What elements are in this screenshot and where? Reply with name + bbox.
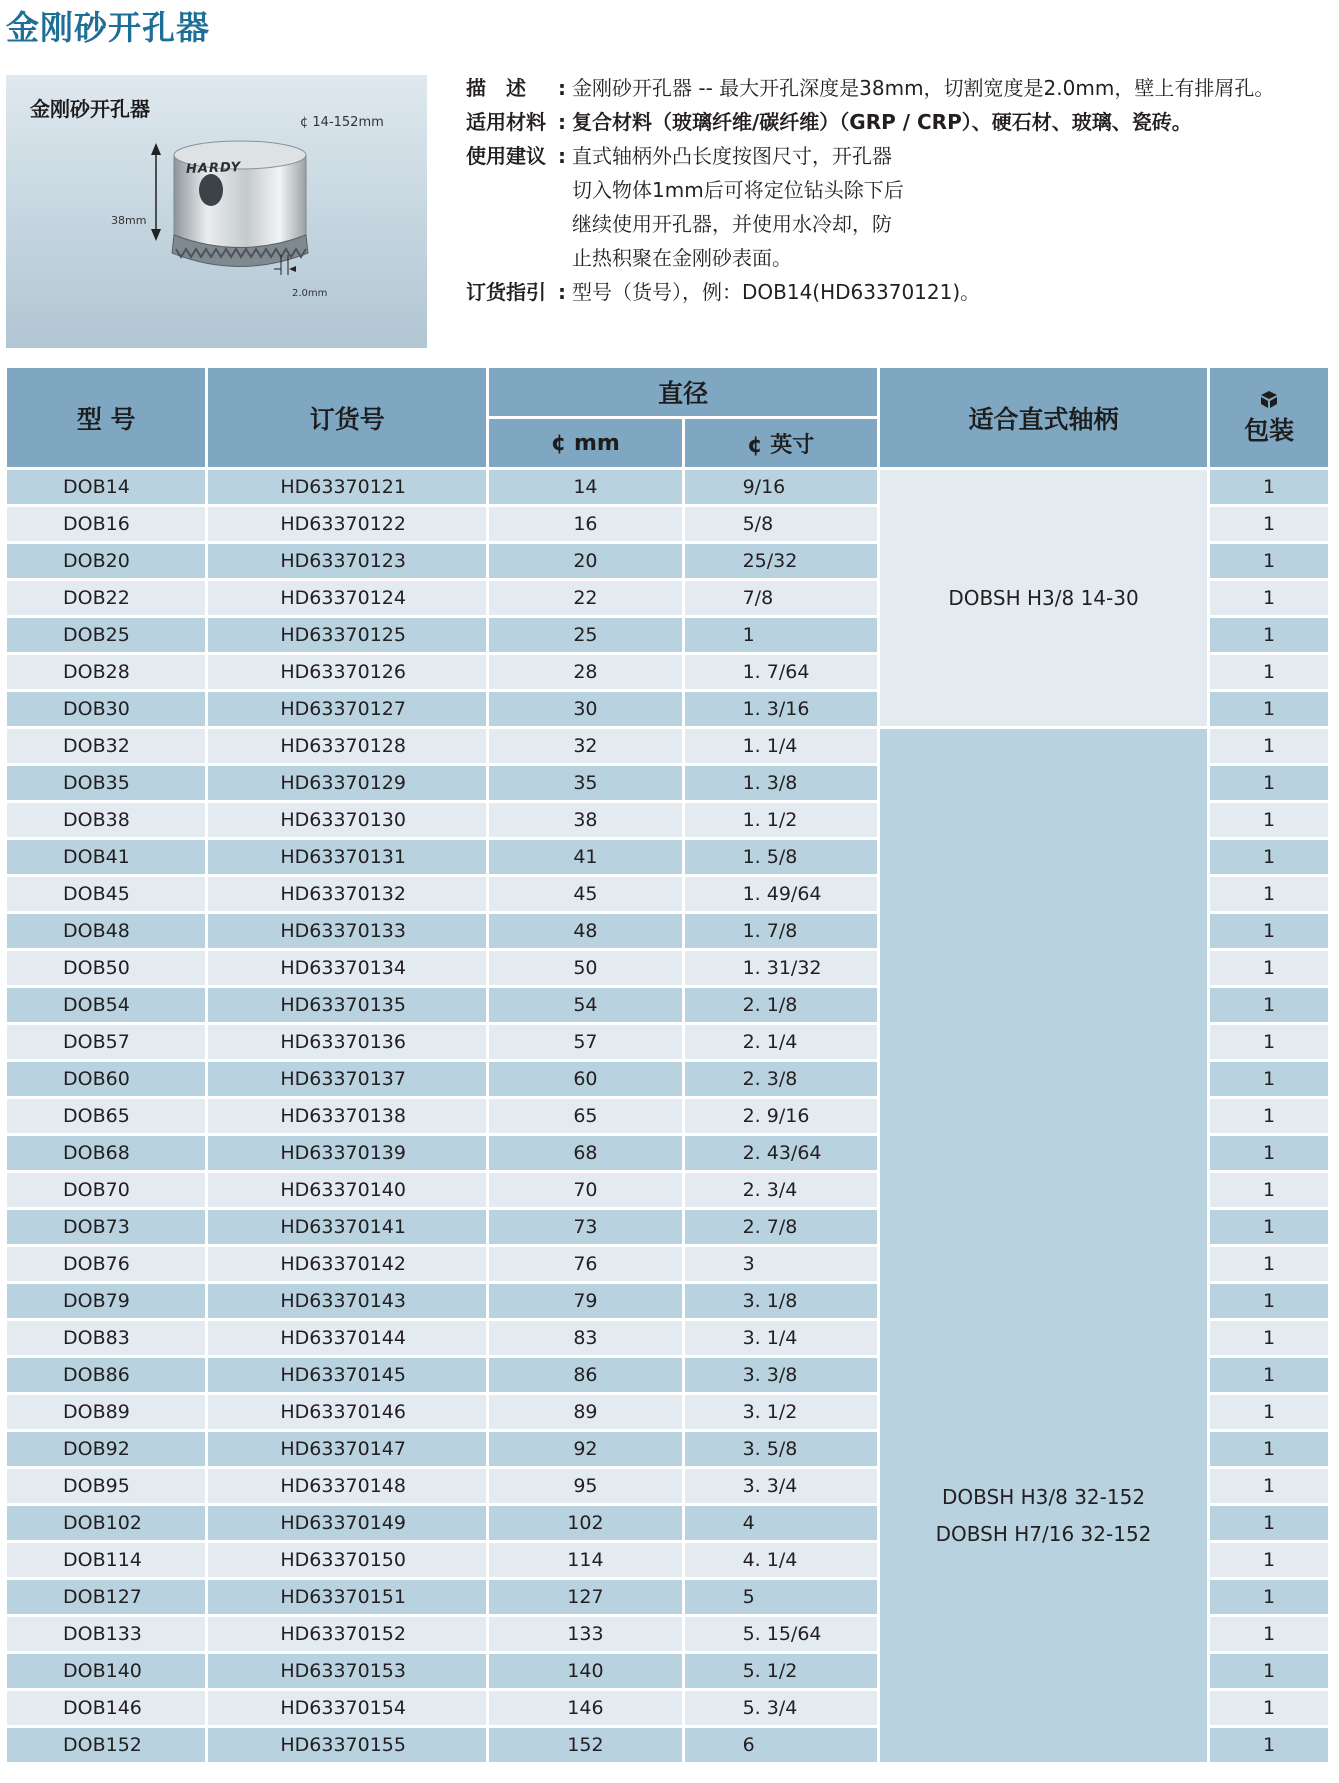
cell-diameter-inch: 2. 1/8: [685, 988, 877, 1022]
cell-order-no: HD63370136: [208, 1025, 486, 1059]
cell-model: DOB152: [7, 1728, 205, 1762]
cell-diameter-mm: 92: [489, 1432, 681, 1466]
cell-diameter-mm: 86: [489, 1358, 681, 1392]
cell-package: 1: [1210, 692, 1328, 726]
cell-diameter-inch: 2. 1/4: [685, 1025, 877, 1059]
cell-package: 1: [1210, 951, 1328, 985]
cell-package: 1: [1210, 729, 1328, 763]
cell-order-no: HD63370145: [208, 1358, 486, 1392]
header-order-no: 订货号: [208, 368, 486, 467]
page-title: 金刚砂开孔器: [6, 8, 210, 47]
cell-order-no: HD63370139: [208, 1136, 486, 1170]
cell-order-no: HD63370143: [208, 1284, 486, 1318]
cell-package: 1: [1210, 1321, 1328, 1355]
cell-diameter-inch: 4: [685, 1506, 877, 1540]
cell-package: 1: [1210, 914, 1328, 948]
cell-model: DOB92: [7, 1432, 205, 1466]
order-guide-label: 订货指引: [466, 280, 546, 304]
cell-diameter-inch: 3. 3/4: [685, 1469, 877, 1503]
usage-line: 直式轴柄外凸长度按图尺寸，开孔器: [572, 144, 892, 168]
cell-diameter-inch: 1. 7/8: [685, 914, 877, 948]
cell-diameter-inch: 2. 9/16: [685, 1099, 877, 1133]
cell-model: DOB133: [7, 1617, 205, 1651]
brand-logo: HARDY: [185, 160, 242, 177]
cell-order-no: HD63370132: [208, 877, 486, 911]
cell-order-no: HD63370138: [208, 1099, 486, 1133]
cell-order-no: HD63370133: [208, 914, 486, 948]
cell-diameter-inch: 1. 3/16: [685, 692, 877, 726]
cell-package: 1: [1210, 1136, 1328, 1170]
cell-package: 1: [1210, 1284, 1328, 1318]
cell-diameter-mm: 41: [489, 840, 681, 874]
cell-diameter-mm: 32: [489, 729, 681, 763]
cell-model: DOB20: [7, 544, 205, 578]
cell-model: DOB45: [7, 877, 205, 911]
cell-diameter-mm: 25: [489, 618, 681, 652]
cell-diameter-mm: 30: [489, 692, 681, 726]
desc-text: 金刚砂开孔器 -- 最大开孔深度是38mm，切割宽度是2.0mm，壁上有排屑孔。: [572, 76, 1275, 100]
cell-shank-group-2: [880, 729, 1207, 1762]
usage-line: 止热积聚在金刚砂表面。: [572, 246, 792, 270]
cell-diameter-inch: 9/16: [685, 470, 877, 504]
cell-order-no: HD63370141: [208, 1210, 486, 1244]
header-model: 型 号: [7, 368, 205, 467]
cell-diameter-mm: 89: [489, 1395, 681, 1429]
cell-package: 1: [1210, 803, 1328, 837]
cell-model: DOB25: [7, 618, 205, 652]
cell-diameter-mm: 152: [489, 1728, 681, 1762]
cell-order-no: HD63370125: [208, 618, 486, 652]
order-guide-text: 型号（货号），例：DOB14(HD63370121)。: [572, 280, 981, 304]
cell-model: DOB48: [7, 914, 205, 948]
cell-model: DOB22: [7, 581, 205, 615]
cell-diameter-inch: 7/8: [685, 581, 877, 615]
cell-diameter-inch: 1. 49/64: [685, 877, 877, 911]
cell-model: DOB102: [7, 1506, 205, 1540]
cell-model: DOB140: [7, 1654, 205, 1688]
cell-package: 1: [1210, 618, 1328, 652]
cell-diameter-inch: 25/32: [685, 544, 877, 578]
cell-model: DOB65: [7, 1099, 205, 1133]
cell-package: 1: [1210, 507, 1328, 541]
cell-shank-group-1: DOBSH H3/8 14-30: [880, 470, 1207, 726]
cell-package: 1: [1210, 1025, 1328, 1059]
material-label: 适用材料: [466, 110, 546, 134]
cell-diameter-mm: 54: [489, 988, 681, 1022]
cell-model: DOB73: [7, 1210, 205, 1244]
cell-order-no: HD63370148: [208, 1469, 486, 1503]
cell-order-no: HD63370154: [208, 1691, 486, 1725]
cell-order-no: HD63370122: [208, 507, 486, 541]
cell-package: 1: [1210, 1395, 1328, 1429]
cell-order-no: HD63370137: [208, 1062, 486, 1096]
cell-package: 1: [1210, 1358, 1328, 1392]
panel-title: 金刚砂开孔器: [30, 97, 150, 121]
cell-diameter-mm: 65: [489, 1099, 681, 1133]
cell-diameter-mm: 146: [489, 1691, 681, 1725]
cell-package: 1: [1210, 1728, 1328, 1762]
diameter-range-label: ¢ 14-152mm: [300, 115, 384, 130]
cell-diameter-mm: 38: [489, 803, 681, 837]
cell-diameter-mm: 14: [489, 470, 681, 504]
cell-diameter-mm: 22: [489, 581, 681, 615]
cell-package: 1: [1210, 1210, 1328, 1244]
cell-model: DOB89: [7, 1395, 205, 1429]
cell-diameter-inch: 6: [685, 1728, 877, 1762]
cell-diameter-inch: 4. 1/4: [685, 1543, 877, 1577]
cell-diameter-mm: 76: [489, 1247, 681, 1281]
cell-package: 1: [1210, 1432, 1328, 1466]
cell-order-no: HD63370146: [208, 1395, 486, 1429]
cell-model: DOB70: [7, 1173, 205, 1207]
cell-model: DOB146: [7, 1691, 205, 1725]
cell-package: 1: [1210, 840, 1328, 874]
cell-diameter-inch: 1. 5/8: [685, 840, 877, 874]
cell-diameter-inch: 1. 7/64: [685, 655, 877, 689]
cell-order-no: HD63370153: [208, 1654, 486, 1688]
cell-diameter-inch: 3: [685, 1247, 877, 1281]
cell-package: 1: [1210, 1691, 1328, 1725]
cell-diameter-mm: 20: [489, 544, 681, 578]
cell-order-no: HD63370147: [208, 1432, 486, 1466]
cell-model: DOB60: [7, 1062, 205, 1096]
shank-line: DOBSH H3/8 32-152: [942, 1484, 1146, 1509]
width-dimension-label: 2.0mm: [292, 288, 328, 299]
cell-model: DOB41: [7, 840, 205, 874]
product-description: 描 述 : 金刚砂开孔器 -- 最大开孔深度是38mm，切割宽度是2.0mm，壁上有排屑孔。 适用材料 : 复合材料（玻璃纤维/碳纤维）（GRP / CRP）、硬石材、玻璃、瓷砖。 使用建议 : 直式轴柄外凸长度按图尺寸，开孔器 切入物体1mm后可将定位钻头除下后 继续使用开孔器，并使用水冷却，防 止热积聚在金刚砂表面。 订货指引 : 型号（货号），例：DOB14(HD63370121)。: [466, 71, 1316, 309]
cell-model: DOB83: [7, 1321, 205, 1355]
table-row: [7, 729, 1328, 763]
cell-diameter-mm: 35: [489, 766, 681, 800]
desc-label: 描 述: [466, 76, 526, 100]
cell-diameter-mm: 68: [489, 1136, 681, 1170]
cell-order-no: HD63370129: [208, 766, 486, 800]
cell-diameter-mm: 50: [489, 951, 681, 985]
cell-package: 1: [1210, 1247, 1328, 1281]
header-diameter: 直径: [489, 368, 877, 416]
cell-order-no: HD63370149: [208, 1506, 486, 1540]
cell-order-no: HD63370130: [208, 803, 486, 837]
header-shank: 适合直式轴柄: [880, 368, 1207, 467]
cell-package: 1: [1210, 1099, 1328, 1133]
cell-diameter-mm: 70: [489, 1173, 681, 1207]
cell-diameter-inch: 5. 15/64: [685, 1617, 877, 1651]
cell-order-no: HD63370150: [208, 1543, 486, 1577]
cell-order-no: HD63370151: [208, 1580, 486, 1614]
cell-model: DOB16: [7, 507, 205, 541]
cell-package: 1: [1210, 544, 1328, 578]
cell-diameter-inch: 5. 1/2: [685, 1654, 877, 1688]
header-package: [1210, 368, 1328, 467]
usage-line: 切入物体1mm后可将定位钻头除下后: [572, 178, 904, 202]
cell-package: 1: [1210, 1580, 1328, 1614]
cell-package: 1: [1210, 655, 1328, 689]
header-mm: ¢ mm: [489, 419, 681, 467]
cell-model: DOB32: [7, 729, 205, 763]
cell-diameter-inch: 3. 3/8: [685, 1358, 877, 1392]
cell-model: DOB50: [7, 951, 205, 985]
cell-package: 1: [1210, 877, 1328, 911]
cell-diameter-inch: 5: [685, 1580, 877, 1614]
cell-order-no: HD63370135: [208, 988, 486, 1022]
cell-diameter-mm: 133: [489, 1617, 681, 1651]
cell-model: DOB76: [7, 1247, 205, 1281]
cell-diameter-inch: 2. 3/8: [685, 1062, 877, 1096]
cell-diameter-mm: 73: [489, 1210, 681, 1244]
cell-order-no: HD63370134: [208, 951, 486, 985]
cell-diameter-mm: 79: [489, 1284, 681, 1318]
cell-model: DOB35: [7, 766, 205, 800]
cell-diameter-mm: 57: [489, 1025, 681, 1059]
header-inch: ¢ 英寸: [685, 419, 877, 467]
cell-package: 1: [1210, 581, 1328, 615]
cell-model: DOB127: [7, 1580, 205, 1614]
cell-model: DOB114: [7, 1543, 205, 1577]
cell-model: DOB79: [7, 1284, 205, 1318]
cell-package: 1: [1210, 1617, 1328, 1651]
cell-package: 1: [1210, 1173, 1328, 1207]
cell-diameter-mm: 95: [489, 1469, 681, 1503]
cell-diameter-mm: 114: [489, 1543, 681, 1577]
cell-diameter-inch: 3. 1/8: [685, 1284, 877, 1318]
cell-order-no: HD63370128: [208, 729, 486, 763]
cell-diameter-inch: 1: [685, 618, 877, 652]
usage-line: 继续使用开孔器，并使用水冷却，防: [572, 212, 892, 236]
cell-diameter-mm: 16: [489, 507, 681, 541]
cell-order-no: HD63370155: [208, 1728, 486, 1762]
cell-diameter-mm: 45: [489, 877, 681, 911]
cell-diameter-mm: 48: [489, 914, 681, 948]
header-package-label: 包装: [1244, 415, 1295, 445]
cell-diameter-inch: 1. 1/4: [685, 729, 877, 763]
cell-diameter-inch: 5/8: [685, 507, 877, 541]
product-image-panel: [6, 75, 427, 348]
cell-order-no: HD63370124: [208, 581, 486, 615]
spec-table: [4, 365, 1331, 1765]
cell-diameter-inch: 3. 1/4: [685, 1321, 877, 1355]
cell-package: 1: [1210, 470, 1328, 504]
cell-order-no: HD63370144: [208, 1321, 486, 1355]
cell-order-no: HD63370121: [208, 470, 486, 504]
cell-diameter-mm: 102: [489, 1506, 681, 1540]
cell-package: 1: [1210, 1654, 1328, 1688]
cell-model: DOB14: [7, 470, 205, 504]
cell-diameter-mm: 60: [489, 1062, 681, 1096]
material-text: 复合材料（玻璃纤维/碳纤维）（GRP / CRP）、硬石材、玻璃、瓷砖。: [572, 110, 1192, 134]
cell-model: DOB28: [7, 655, 205, 689]
cell-model: DOB68: [7, 1136, 205, 1170]
cell-model: DOB95: [7, 1469, 205, 1503]
cell-diameter-mm: 127: [489, 1580, 681, 1614]
cell-diameter-inch: 1. 31/32: [685, 951, 877, 985]
cell-diameter-inch: 2. 7/8: [685, 1210, 877, 1244]
cell-model: DOB30: [7, 692, 205, 726]
cell-model: DOB38: [7, 803, 205, 837]
cell-order-no: HD63370152: [208, 1617, 486, 1651]
depth-dimension-label: 38mm: [111, 214, 147, 227]
cell-package: 1: [1210, 1469, 1328, 1503]
cell-package: 1: [1210, 1062, 1328, 1096]
shank-line: DOBSH H7/16 32-152: [935, 1521, 1152, 1546]
cell-diameter-inch: 1. 1/2: [685, 803, 877, 837]
cell-diameter-inch: 3. 5/8: [685, 1432, 877, 1466]
cell-model: DOB86: [7, 1358, 205, 1392]
cell-diameter-inch: 5. 3/4: [685, 1691, 877, 1725]
cell-order-no: HD63370140: [208, 1173, 486, 1207]
cell-order-no: HD63370123: [208, 544, 486, 578]
cell-diameter-mm: 140: [489, 1654, 681, 1688]
cell-diameter-mm: 83: [489, 1321, 681, 1355]
usage-label: 使用建议: [466, 144, 546, 168]
cell-diameter-inch: 3. 1/2: [685, 1395, 877, 1429]
cell-diameter-inch: 1. 3/8: [685, 766, 877, 800]
cell-package: 1: [1210, 1543, 1328, 1577]
cell-diameter-inch: 2. 3/4: [685, 1173, 877, 1207]
cell-order-no: HD63370142: [208, 1247, 486, 1281]
cell-order-no: HD63370126: [208, 655, 486, 689]
cell-model: DOB57: [7, 1025, 205, 1059]
package-icon: [1258, 389, 1280, 409]
cell-package: 1: [1210, 1506, 1328, 1540]
cell-order-no: HD63370127: [208, 692, 486, 726]
cell-diameter-mm: 28: [489, 655, 681, 689]
cell-model: DOB54: [7, 988, 205, 1022]
cell-order-no: HD63370131: [208, 840, 486, 874]
table-row: [7, 470, 1328, 504]
cell-package: 1: [1210, 988, 1328, 1022]
cell-package: 1: [1210, 766, 1328, 800]
cell-diameter-inch: 2. 43/64: [685, 1136, 877, 1170]
